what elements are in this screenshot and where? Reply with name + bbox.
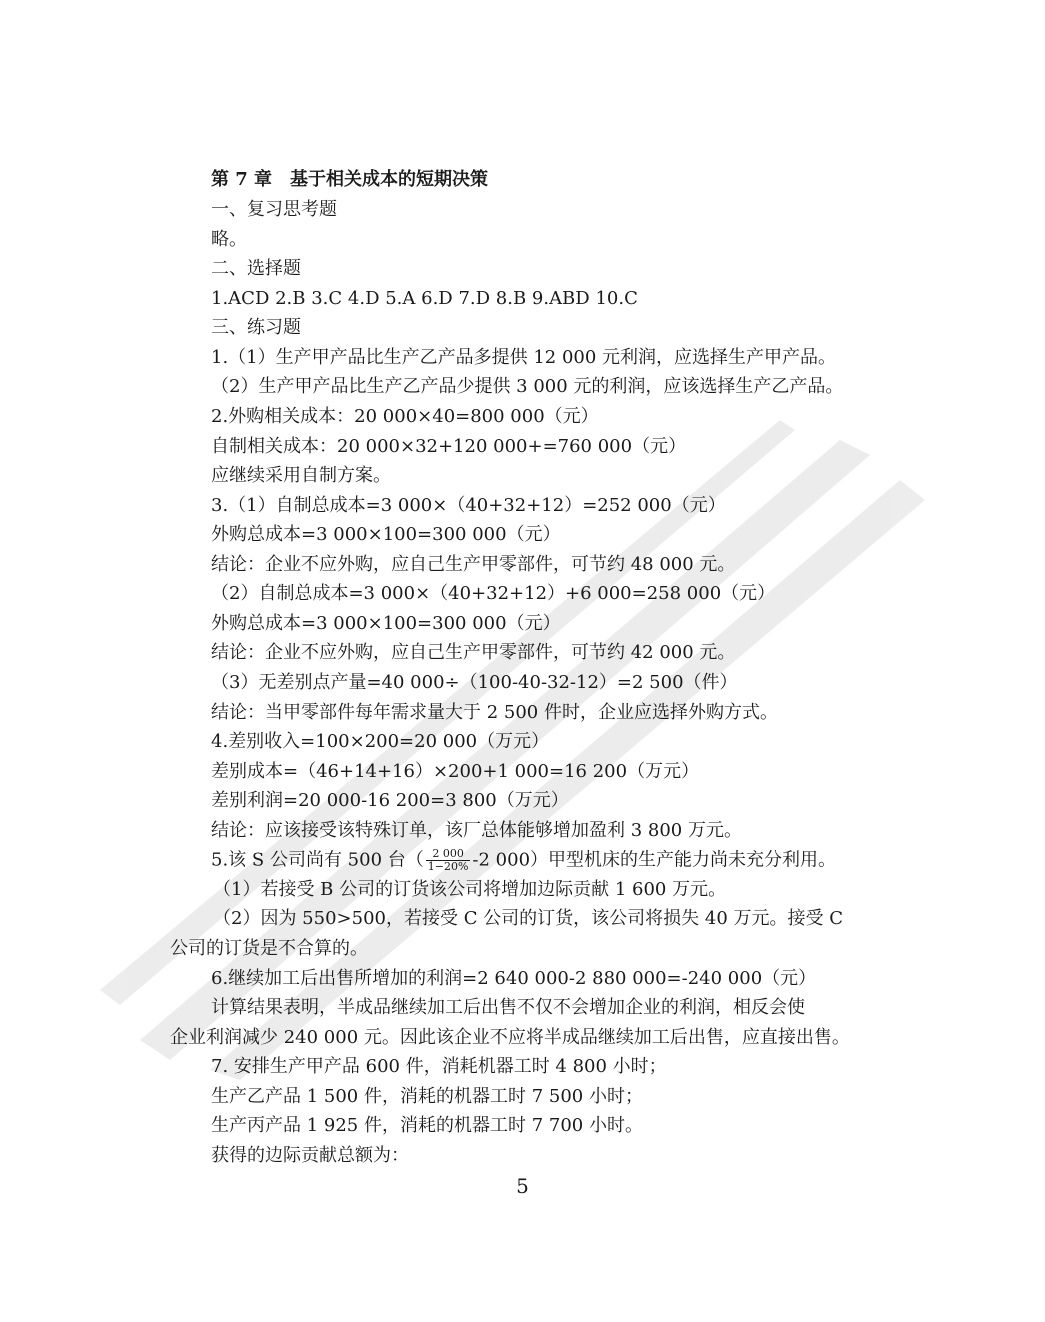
q6-line3: 企业利润减少 240 000 元。因此该企业不应将半成品继续加工后出售，应直接出售。: [170, 1027, 850, 1048]
q6-line1: 6.继续加工后出售所增加的利润=2 640 000-2 880 000=-240 000（元）: [211, 968, 817, 989]
q5-line3: （2）因为 550>500，若接受 C 公司的订货，该公司将损失 40 万元。接受 C: [213, 908, 844, 929]
q5-line2: （1）若接受 B 公司的订货该公司将增加边际贡献 1 600 万元。: [213, 879, 727, 900]
q3-line6: 结论：企业不应外购，应自己生产甲零部件，可节约 42 000 元。: [211, 642, 736, 663]
q4-line2: 差别成本=（46+14+16）×200+1 000=16 200（万元）: [211, 761, 700, 782]
q1-part1: 1.（1）生产甲产品比生产乙产品多提供 12 000 元利润，应选择生产甲产品。: [211, 347, 837, 368]
q5-fraction-denominator: 1−20%: [427, 860, 469, 873]
q1-part2: （2）生产甲产品比生产乙产品少提供 3 000 元的利润，应该选择生产乙产品。: [211, 376, 844, 397]
q4-line4: 结论：应该接受该特殊订单，该厂总体能够增加盈利 3 800 万元。: [211, 820, 742, 841]
q4-line1: 4.差别收入=100×200=20 000（万元）: [211, 731, 550, 752]
q5-fraction-numerator: 2 000: [426, 848, 471, 861]
choice-answers: 1.ACD 2.B 3.C 4.D 5.A 6.D 7.D 8.B 9.ABD 10.C: [211, 288, 638, 309]
q5-line1: [211, 848, 836, 873]
q7-line2: 生产乙产品 1 500 件，消耗的机器工时 7 500 小时；: [211, 1086, 643, 1107]
q3-line7: （3）无差别点产量=40 000÷（100-40-32-12）=2 500（件）: [211, 672, 738, 693]
q3-line3: 结论：企业不应外购，应自己生产甲零部件，可节约 48 000 元。: [211, 554, 736, 575]
q7-line1: 7. 安排生产甲产品 600 件，消耗机器工时 4 800 小时；: [211, 1056, 667, 1077]
q3-line5: 外购总成本=3 000×100=300 000（元）: [211, 613, 561, 634]
q3-line1: 3.（1）自制总成本=3 000×（40+32+12）=252 000（元）: [211, 495, 726, 516]
q2-line1: 2.外购相关成本：20 000×40=800 000（元）: [211, 406, 599, 427]
q7-line4: 获得的边际贡献总额为：: [211, 1145, 409, 1166]
section-heading-exercises: 三、练习题: [211, 317, 301, 338]
q6-line2: 计算结果表明，半成品继续加工后出售不仅不会增加企业的利润，相反会使: [211, 997, 805, 1018]
q5-suffix: -2 000）甲型机床的生产能力尚未充分利用。: [472, 849, 837, 871]
q3-line8: 结论：当甲零部件每年需求量大于 2 500 件时，企业应选择外购方式。: [211, 702, 778, 723]
q3-line2: 外购总成本=3 000×100=300 000（元）: [211, 524, 561, 545]
q5-line4: 公司的订货是不合算的。: [170, 938, 368, 959]
chapter-title: 第 7 章 基于相关成本的短期决策: [211, 169, 489, 190]
q2-line2: 自制相关成本：20 000×32+120 000+=760 000（元）: [211, 436, 687, 457]
q5-fraction: [426, 848, 471, 873]
q5-prefix: 5.该 S 公司尚有 500 台（: [211, 849, 424, 871]
q7-line3: 生产丙产品 1 925 件，消耗的机器工时 7 700 小时。: [211, 1115, 643, 1136]
page-number: 5: [516, 1174, 529, 1198]
q2-line3: 应继续采用自制方案。: [211, 465, 391, 486]
q3-line4: （2）自制总成本=3 000×（40+32+12）+6 000=258 000（元）: [211, 583, 776, 604]
section-heading-choice: 二、选择题: [211, 258, 301, 279]
section-heading-review: 一、复习思考题: [211, 199, 337, 220]
q4-line3: 差别利润=20 000-16 200=3 800（万元）: [211, 790, 569, 811]
section-review-body: 略。: [211, 229, 247, 250]
